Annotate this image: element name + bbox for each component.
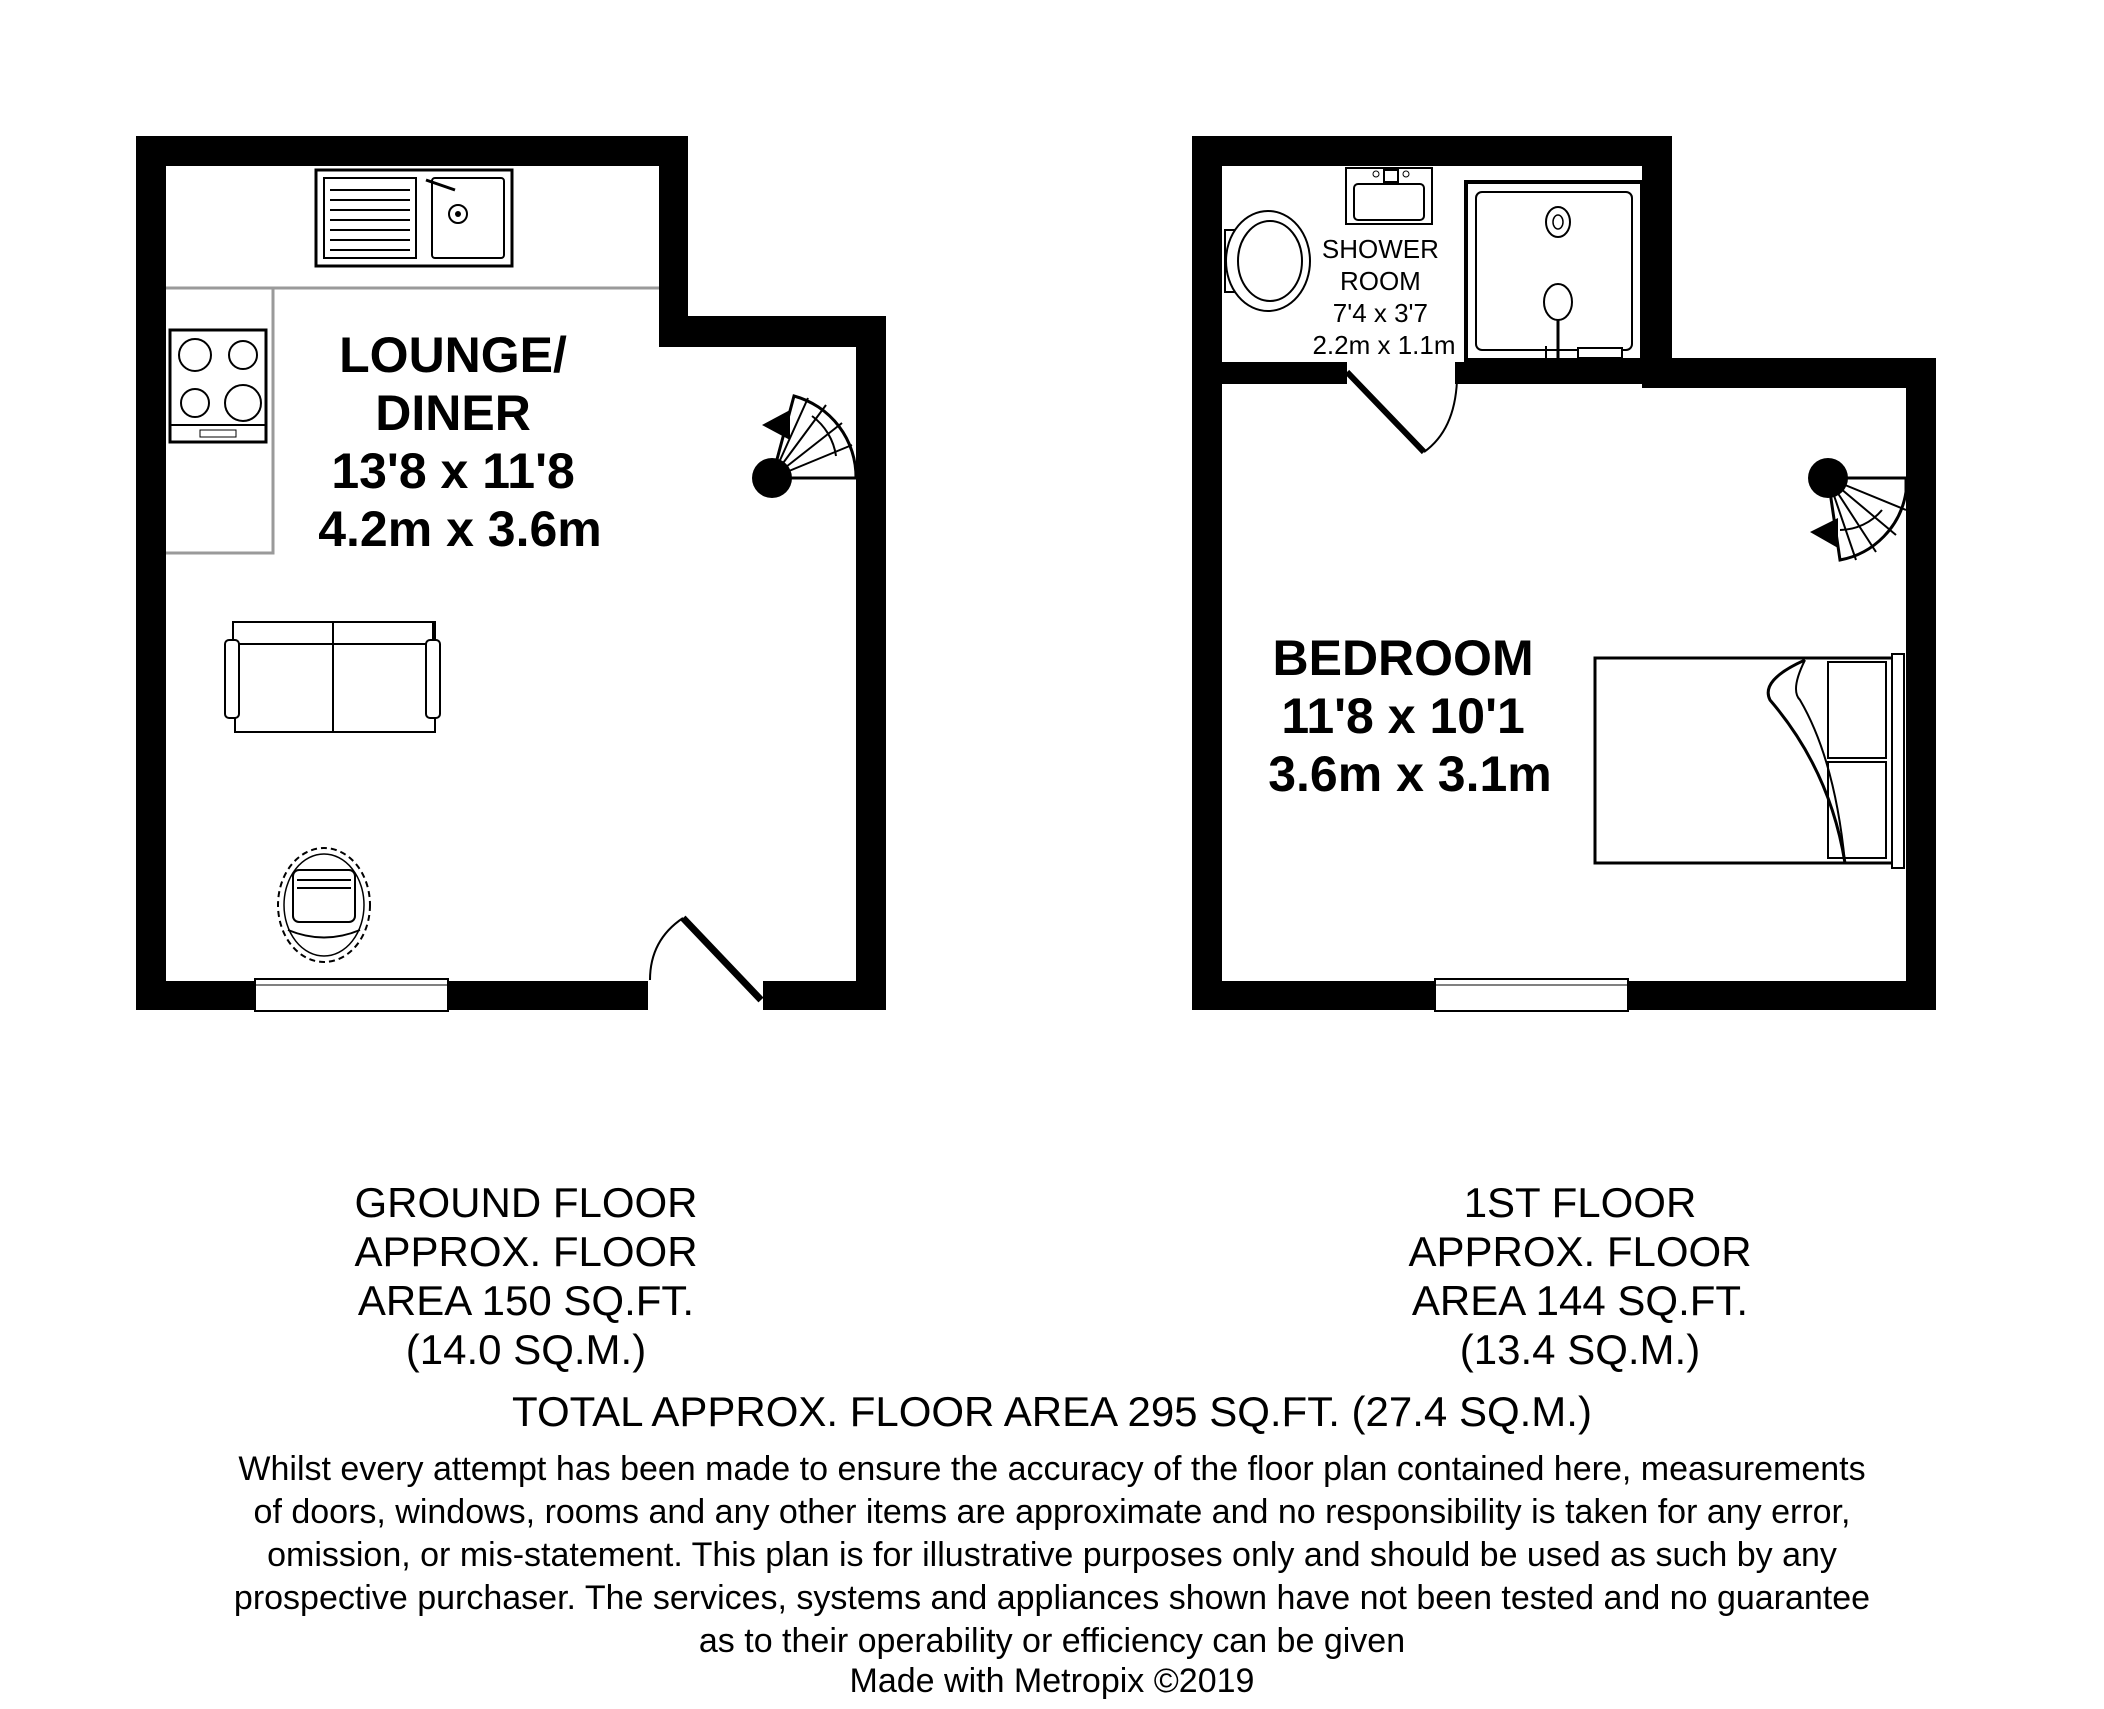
disclaimer-line: omission, or mis-statement. This plan is for illustrative purposes only and should be used as such by any <box>267 1536 1837 1574</box>
ground-floor-caption <box>326 1178 726 1374</box>
disclaimer-line: Whilst every attempt has been made to ensure the accuracy of the floor plan contained here, measurements <box>238 1450 1866 1488</box>
toilet-icon <box>1225 211 1310 311</box>
spiral-stair-icon <box>1808 458 1906 560</box>
window-icon <box>1435 979 1628 1011</box>
first-floor-caption-line: APPROX. FLOOR <box>1408 1228 1752 1275</box>
disclaimer-line: of doors, windows, rooms and any other items are approximate and no responsibility is taken for any error, <box>253 1493 1851 1531</box>
sink-icon <box>316 170 512 266</box>
ground-floor-caption-line: GROUND FLOOR <box>354 1179 698 1226</box>
disclaimer <box>0 1448 2104 1663</box>
disclaimer-line: prospective purchaser. The services, systems and appliances shown have not been tested and no guarantee <box>233 1579 1871 1617</box>
hob-icon <box>170 330 266 442</box>
ground-floor-caption-line: AREA 150 SQ.FT. <box>357 1277 695 1324</box>
shower-room-name-line2: ROOM <box>1339 266 1421 296</box>
armchair-icon <box>278 848 370 962</box>
first-floor-caption-line: AREA 144 SQ.FT. <box>1411 1277 1749 1324</box>
sofa-icon <box>225 622 440 732</box>
bedroom-size-imperial: 11'8 x 10'1 <box>1281 688 1525 744</box>
ground-floor-caption-line: (14.0 SQ.M.) <box>405 1326 647 1373</box>
first-floor-plan <box>1192 136 1936 1011</box>
lounge-name-line1: LOUNGE/ <box>339 327 567 383</box>
svg-text:SHOWER ROOM 7'4 x <box>1312 234 1455 360</box>
bedroom-name: BEDROOM <box>1272 630 1534 686</box>
first-floor-caption-line: 1ST FLOOR <box>1463 1179 1697 1226</box>
lounge-size-metric: 4.2m x 3.6m <box>318 501 602 557</box>
bedroom-size-metric: 3.6m x 3.1m <box>1268 746 1552 802</box>
first-floor-caption-line: (13.4 SQ.M.) <box>1459 1326 1701 1373</box>
basin-icon <box>1346 168 1432 224</box>
metropix-credit: Made with Metropix ©2019 <box>849 1662 1255 1700</box>
svg-text:BEDROOM 11'8 x 10'1 <box>1268 630 1552 802</box>
door-icon <box>1347 372 1457 452</box>
lounge-size-imperial: 13'8 x 11'8 <box>331 443 575 499</box>
shower-room-name-line1: SHOWER <box>1321 234 1439 264</box>
shower-room-size-imperial: 7'4 x 3'7 <box>1332 298 1428 328</box>
window-icon <box>255 979 448 1011</box>
shower-room-size-metric: 2.2m x 1.1m <box>1312 330 1456 360</box>
svg-text:LOUNGE/ DINER 13'8 <box>318 327 602 557</box>
spiral-stair-icon <box>752 396 856 498</box>
bed-icon <box>1595 654 1904 868</box>
lounge-name-line2: DINER <box>375 385 531 441</box>
ground-floor-caption-line: APPROX. FLOOR <box>354 1228 698 1275</box>
total-floor-area: TOTAL APPROX. FLOOR AREA 295 SQ.FT. (27.4 SQ.M.) <box>512 1388 1592 1435</box>
shower-tray-icon <box>1466 182 1642 360</box>
disclaimer-line: as to their operability or efficiency can be given <box>698 1622 1406 1660</box>
ground-floor-plan <box>136 136 886 1012</box>
first-floor-caption <box>1380 1178 1780 1374</box>
